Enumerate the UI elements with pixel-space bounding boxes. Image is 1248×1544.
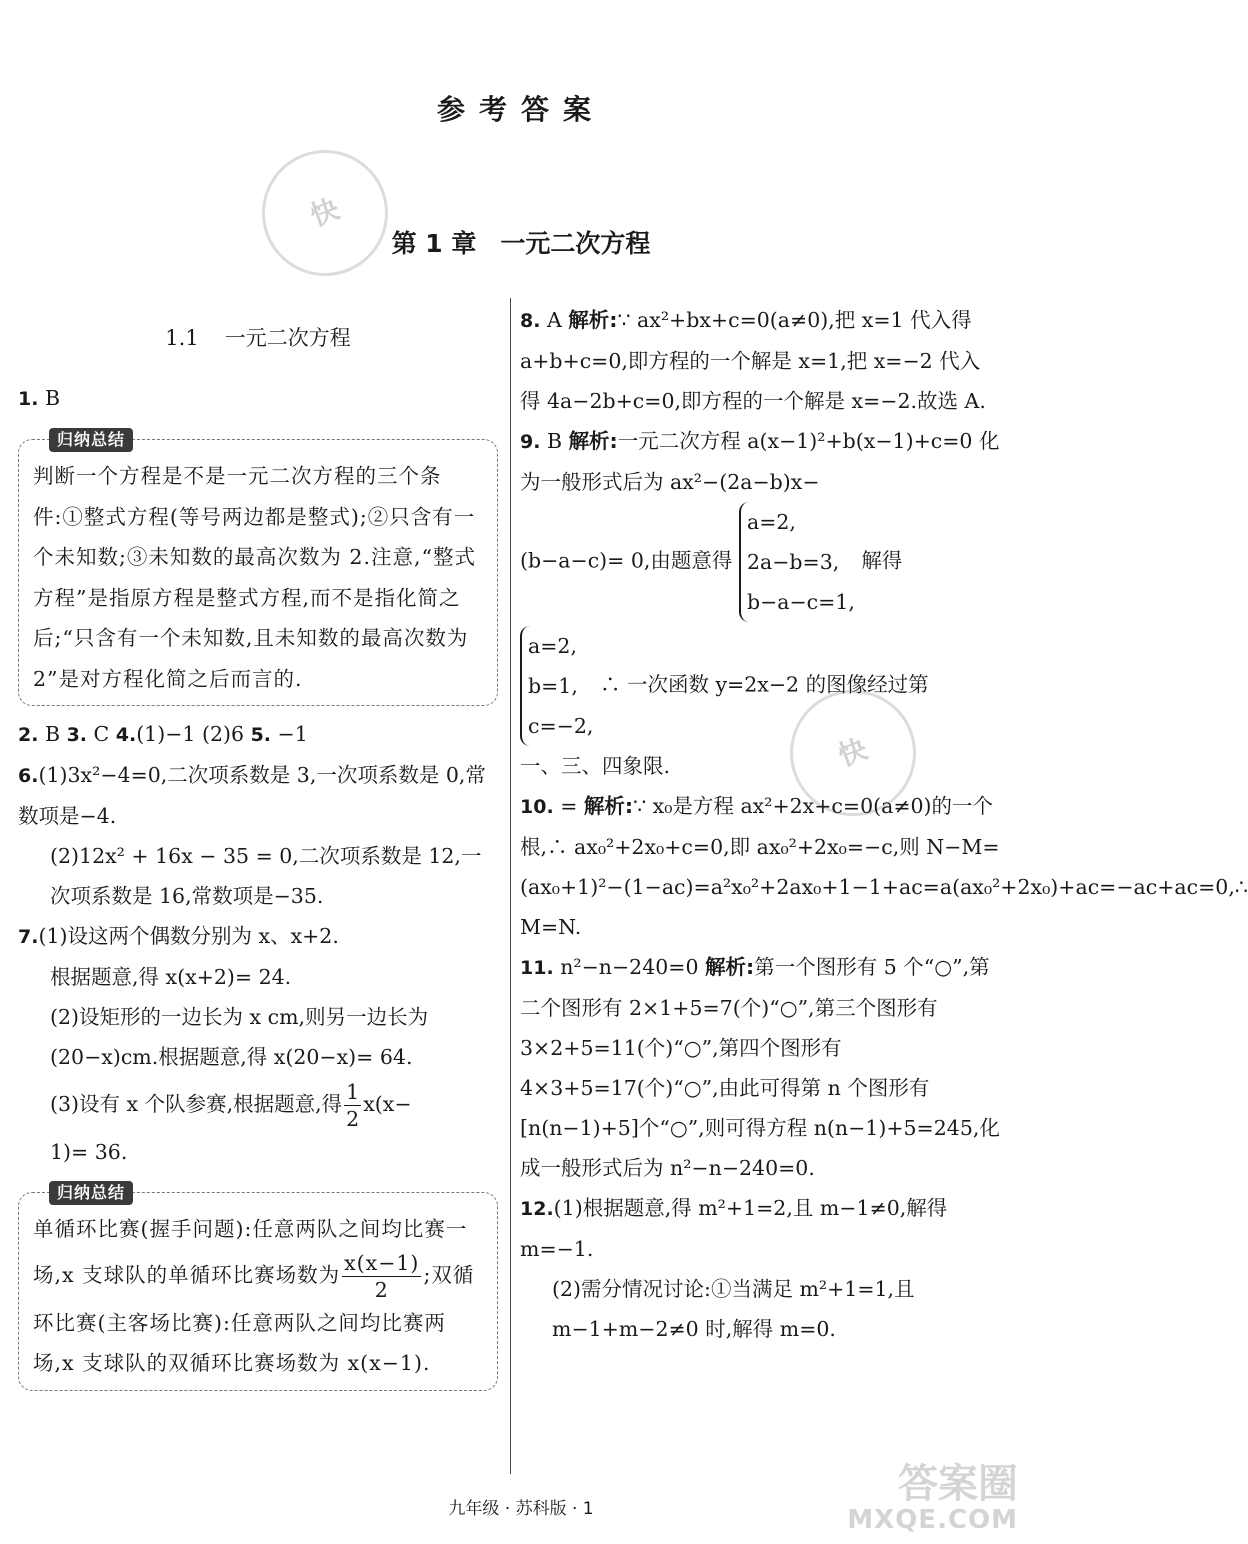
answer-6 xyxy=(18,755,498,836)
section-name: 一元二次方程 xyxy=(224,326,351,350)
answer-11 xyxy=(520,947,1000,1188)
right-column xyxy=(520,300,1248,1349)
answer-text: 一元二次方程 a(x−1)²+b(x−1)+c=0 化为一般形式后为 ax²−(2a−b)x− xyxy=(520,429,1000,494)
answer-7 xyxy=(18,916,498,957)
section-number: 1.1 xyxy=(165,326,199,350)
page-footer: 九年级 · 苏科版 · 1 xyxy=(448,1499,594,1519)
answer-10 xyxy=(520,786,1248,947)
answer-12-part-2: (2)需分情况讨论:①当满足 m²+1=1,且 m−1+m−2≠0 时,解得 m=0. xyxy=(552,1277,915,1341)
answer-6-part-2: (2)12x² + 16x − 35 = 0,二次项系数是 12,一次项系数是 16,常数项是−35. xyxy=(50,844,482,908)
system-line: b−a−c=1, xyxy=(746,590,855,614)
answer-text: x(x− xyxy=(363,1092,412,1116)
answer-text: (1)−1 (2)6 xyxy=(136,722,251,746)
answer-number: 8. xyxy=(520,310,541,332)
system-line: b=1, xyxy=(528,674,578,698)
answer-9 xyxy=(520,421,1000,502)
analysis-keyword: 解析: xyxy=(568,308,618,332)
equation-system xyxy=(520,626,593,746)
analysis-keyword: 解析: xyxy=(583,794,634,818)
answer-choice: B xyxy=(540,429,569,453)
answer-7-part-1b: 根据题意,得 x(x+2)= 24. xyxy=(50,965,292,989)
system-line: 2a−b=3, xyxy=(746,550,840,574)
answer-9-end: 一、三、四象限. xyxy=(520,754,671,778)
equation-system xyxy=(739,502,855,622)
answer-8 xyxy=(520,300,1000,421)
answer-text: 第一个图形有 5 个“○”,第二个图形有 2×1+5=7(个)“○”,第三个图形有 3×2+5=11(个)“○”,第四个图形有 4×3+5=17(个)“○”,由此可得第 n 个图形有[n(n−1)+5]个“○”,则可得方程 n(n−1)+5=245,化成一般形式后为 n²−n−240=0. xyxy=(520,955,1000,1180)
summary-text: 判断一个方程是不是一元二次方程的三个条件:①整式方程(等号两边都是整式);②只含有一个未知数;③未知数的最高次数为 2.注意,“整式方程”是指原方程是整式方程,而不是指化简之后;“只含有一个未知数,且未知数的最高次数为 2”是对方程化简之后而言的. xyxy=(33,464,476,691)
answer-text: (1)3x²−4=0,二次项系数是 3,一次项系数是 0,常数项是−4. xyxy=(18,763,486,828)
answer-text: (b−a−c)= 0,由题意得 xyxy=(520,548,733,573)
chapter-title xyxy=(0,224,1042,260)
answer-text: B xyxy=(38,386,61,410)
fraction-numerator: x(x−1) xyxy=(344,1250,420,1275)
answer-text: C xyxy=(87,722,116,746)
system-line: a=2, xyxy=(528,634,577,658)
answer-choice: n²−n−240=0 xyxy=(553,955,706,979)
chapter-name: 一元二次方程 xyxy=(500,229,651,258)
answers-2-5 xyxy=(18,714,498,755)
section-title xyxy=(18,318,498,358)
answer-number: 11. xyxy=(520,957,554,979)
fraction-denominator: 2 xyxy=(346,1107,360,1131)
system-line: c=−2, xyxy=(528,714,594,738)
answer-9-system-1 xyxy=(520,502,1000,622)
answer-number: 2. xyxy=(18,724,39,746)
summary-box xyxy=(18,430,498,706)
answer-text: −1 xyxy=(271,722,308,746)
answer-text: ∵ ax²+bx+c=0(a≠0),把 x=1 代入得 a+b+c=0,即方程的一个解是 x=1,把 x=−2 代入得 4a−2b+c=0,即方程的一个解是 x=−2.故选 A. xyxy=(520,308,986,413)
stamp-watermark-icon: 快 xyxy=(244,132,405,293)
stamp-watermark-icon: 快 xyxy=(772,672,933,833)
answer-text: (1)根据题意,得 m²+1=2,且 m−1≠0,解得 m=−1. xyxy=(520,1196,948,1261)
answer-7-part-3-end: 1)= 36. xyxy=(50,1140,128,1164)
answer-7-part-3 xyxy=(18,1077,498,1132)
answer-choice: = xyxy=(553,794,584,818)
answer-number: 12. xyxy=(520,1198,554,1220)
chapter-label: 第 1 章 xyxy=(391,229,477,258)
answer-number: 1. xyxy=(18,388,39,410)
analysis-keyword: 解析: xyxy=(705,955,755,979)
fraction-numerator: 1 xyxy=(346,1080,360,1104)
page-title: 参考答案 xyxy=(436,93,605,126)
answer-number: 7. xyxy=(18,926,39,948)
answer-number: 9. xyxy=(520,431,541,453)
column-divider xyxy=(510,298,511,1474)
answer-number: 5. xyxy=(250,724,272,746)
summary-label: 归纳总结 xyxy=(49,1181,133,1205)
left-column xyxy=(18,300,498,1399)
answer-number: 10. xyxy=(520,796,554,818)
answer-text: B xyxy=(38,722,67,746)
answer-number: 6. xyxy=(18,765,39,787)
answer-1 xyxy=(18,378,498,419)
summary-label: 归纳总结 xyxy=(49,428,133,452)
watermark-text: 答案圈 xyxy=(898,1461,1018,1507)
summary-box-2 xyxy=(18,1183,498,1391)
watermark-url: MXQE.COM xyxy=(847,1505,1018,1535)
answer-text: ∵ x₀是方程 ax²+2x+c=0(a≠0)的一个根,∴ ax₀²+2x₀+c=0,即 ax₀²+2x₀=−c,则 N−M=(ax₀+1)²−(1−ac)=a²x₀²+2ax₀+1−1+ac=a(ax₀²+2x₀)+ac=−ac+ac=0,∴ M=N. xyxy=(520,794,1248,939)
answer-9-system-2 xyxy=(520,626,1000,746)
answer-text: 解得 xyxy=(861,548,903,573)
summary-text: 单循环比赛(握手问题):任意两队之间均比赛一场,x 支球队的单循环比赛场数为 xyxy=(33,1217,468,1287)
answer-text: (1)设这两个偶数分别为 x、x+2. xyxy=(38,924,339,948)
system-line: a=2, xyxy=(746,510,796,534)
answer-text: (3)设有 x 个队参赛,根据题意,得 xyxy=(50,1092,343,1116)
answer-7-part-2: (2)设矩形的一边长为 x cm,则另一边长为(20−x)cm.根据题意,得 x(20−x)= 64. xyxy=(50,1005,429,1069)
answer-choice: A xyxy=(540,308,569,332)
summary-text: ;双循环比赛(主客场比赛):任意两队之间均比赛两场,x 支球队的双循环比赛场数为 x(x−1). xyxy=(33,1262,475,1375)
fraction-half xyxy=(344,1079,361,1132)
site-watermark-logo xyxy=(847,1462,1018,1534)
answer-12 xyxy=(520,1188,1000,1269)
analysis-keyword: 解析: xyxy=(568,429,618,453)
answer-text: ∴ 一次函数 y=2x−2 的图像经过第 xyxy=(599,672,929,697)
answer-number: 4. xyxy=(115,724,137,746)
fraction-denominator: 2 xyxy=(374,1277,389,1302)
fraction xyxy=(342,1250,421,1303)
answer-number: 3. xyxy=(66,724,88,746)
